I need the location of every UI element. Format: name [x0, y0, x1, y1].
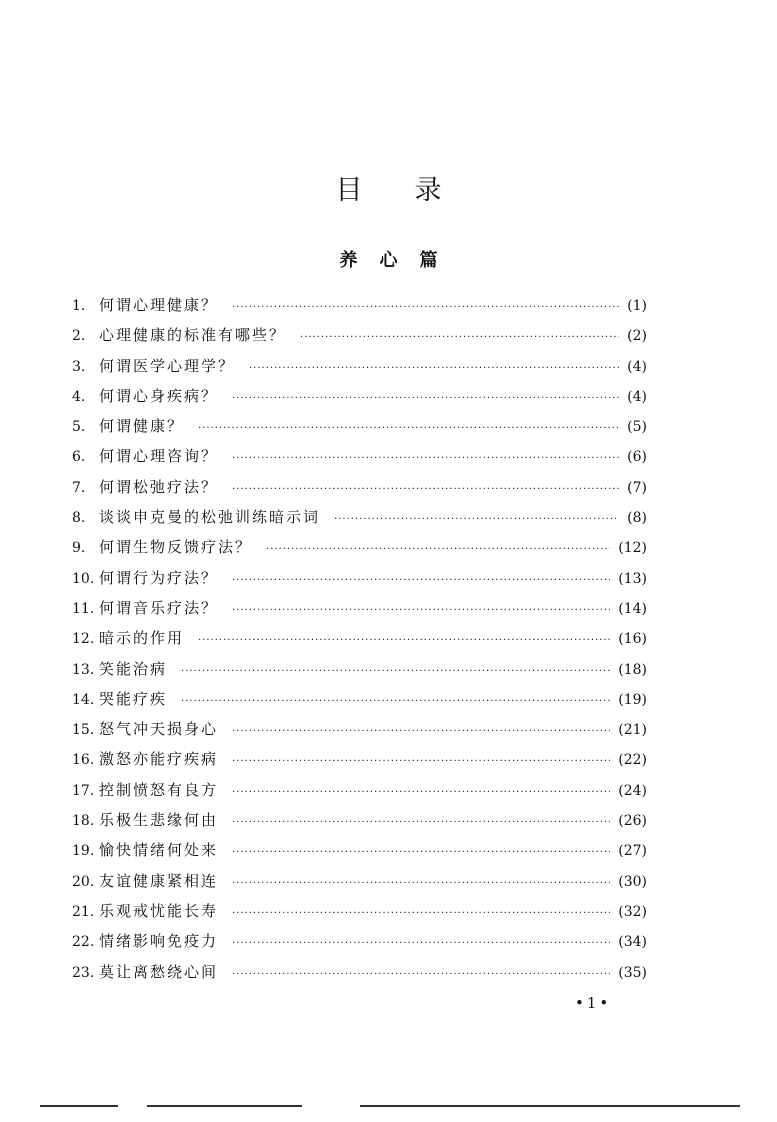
- dot-leader: [232, 297, 619, 319]
- entry-number: 3.: [72, 358, 86, 375]
- entry-number: 15.: [72, 722, 95, 739]
- entry-page: (34): [618, 934, 647, 951]
- entry-title: 何谓心身疾病？: [99, 386, 219, 405]
- entry-title: 谈谈申克曼的松弛训练暗示词: [99, 508, 321, 527]
- entry-number: 4.: [72, 388, 86, 405]
- toc-entry: [72, 536, 647, 566]
- section-title: 养心篇: [339, 250, 460, 271]
- entry-page: (12): [618, 540, 647, 557]
- entry-number: 5.: [72, 419, 86, 436]
- toc-entry: [72, 415, 647, 445]
- entry-title: 莫让离愁绕心间: [99, 962, 219, 981]
- dot-leader: [266, 539, 610, 561]
- entry-title: 笑能治病: [99, 659, 168, 678]
- entry-title: 愉快情绪何处来: [99, 841, 219, 860]
- entry-number: 2.: [72, 328, 86, 345]
- toc-entry: [72, 748, 647, 778]
- toc-entry: [72, 597, 647, 627]
- entry-title: 乐极生悲缘何由: [99, 811, 219, 830]
- entry-page: (14): [618, 600, 647, 617]
- entry-page: (32): [618, 903, 647, 920]
- dot-leader: [198, 418, 619, 440]
- scan-line-left-2: [147, 1105, 302, 1107]
- entry-page: (2): [627, 328, 647, 345]
- dot-leader: [232, 721, 610, 743]
- entry-title: 控制愤怒有良方: [99, 780, 219, 799]
- entry-title: 心理健康的标准有哪些？: [99, 326, 287, 345]
- page-title: 目录: [335, 175, 494, 206]
- entry-title: 何谓松弛疗法？: [99, 477, 219, 496]
- entry-number: 9.: [72, 540, 86, 557]
- entry-number: 16.: [72, 752, 95, 769]
- toc-entry: [72, 324, 647, 354]
- dot-leader: [249, 358, 619, 380]
- dot-leader: [232, 842, 610, 864]
- entry-title: 怒气冲天损身心: [99, 720, 219, 739]
- dot-leader: [232, 903, 610, 925]
- dot-leader: [232, 570, 610, 592]
- entry-title: 何谓生物反馈疗法？: [99, 538, 253, 557]
- toc-entry: [72, 658, 647, 688]
- entry-number: 19.: [72, 843, 95, 860]
- entry-number: 17.: [72, 782, 95, 799]
- entry-number: 7.: [72, 479, 86, 496]
- entry-page: (22): [618, 752, 647, 769]
- toc-entry: [72, 506, 647, 536]
- entry-page: (13): [618, 570, 647, 587]
- entry-number: 21.: [72, 903, 95, 920]
- toc-entry: [72, 294, 647, 324]
- entry-title: 何谓医学心理学？: [99, 356, 236, 375]
- entry-page: (6): [627, 449, 647, 466]
- toc-entry: [72, 839, 647, 869]
- entry-page: (26): [618, 813, 647, 830]
- dot-leader: [232, 812, 610, 834]
- dot-leader: [232, 600, 610, 622]
- dot-leader: [232, 388, 619, 410]
- toc-entry: [72, 809, 647, 839]
- toc-entry: [72, 961, 647, 991]
- entry-page: (18): [618, 661, 647, 678]
- entry-number: 22.: [72, 934, 95, 951]
- dot-leader: [198, 630, 610, 652]
- entry-title: 何谓行为疗法？: [99, 568, 219, 587]
- entry-page: (5): [627, 419, 647, 436]
- entry-title: 何谓心理咨询？: [99, 447, 219, 466]
- entry-title: 情绪影响免疫力: [99, 932, 219, 951]
- toc-entry: [72, 779, 647, 809]
- entry-page: (1): [627, 298, 647, 314]
- entry-number: 11.: [72, 600, 95, 617]
- entry-title: 乐观戒忧能长寿: [99, 901, 219, 920]
- entry-page: (21): [618, 722, 647, 739]
- dot-leader: [232, 782, 610, 804]
- entry-page: (30): [618, 873, 647, 890]
- entry-page: (27): [618, 843, 647, 860]
- dot-leader: [232, 751, 610, 773]
- entry-title: 何谓心理健康？: [99, 296, 219, 314]
- dot-leader: [232, 479, 619, 501]
- toc-entry: [72, 930, 647, 960]
- dot-leader: [300, 327, 619, 349]
- entry-page: (8): [627, 510, 647, 527]
- entry-number: 1.: [72, 298, 86, 314]
- entry-number: 20.: [72, 873, 95, 890]
- entry-number: 12.: [72, 631, 95, 648]
- entry-title: 哭能疗疾: [99, 689, 168, 708]
- toc-entry: [72, 355, 647, 385]
- entry-title: 何谓音乐疗法？: [99, 598, 219, 617]
- entry-number: 10.: [72, 570, 95, 587]
- toc-entry: [72, 627, 647, 657]
- toc-entry: [72, 718, 647, 748]
- entry-number: 14.: [72, 691, 95, 708]
- entry-page: (7): [627, 479, 647, 496]
- toc-entry: [72, 476, 647, 506]
- toc-entry: [72, 870, 647, 900]
- toc-entry: [72, 445, 647, 475]
- entry-title: 何谓健康？: [99, 417, 185, 436]
- toc-entry: [72, 688, 647, 718]
- scan-line-left-1: [40, 1105, 118, 1107]
- entry-page: (19): [618, 691, 647, 708]
- table-of-contents: [72, 294, 647, 991]
- dot-leader: [232, 448, 619, 470]
- dot-leader: [334, 509, 619, 531]
- entry-page: (4): [627, 358, 647, 375]
- dot-leader: [232, 933, 610, 955]
- entry-number: 18.: [72, 813, 95, 830]
- entry-number: 23.: [72, 964, 95, 981]
- entry-title: 激怒亦能疗疾病: [99, 750, 219, 769]
- toc-entry: [72, 567, 647, 597]
- toc-entry: [72, 900, 647, 930]
- toc-entry: [72, 385, 647, 415]
- entry-page: (24): [618, 782, 647, 799]
- page-number: •1•: [575, 994, 612, 1012]
- entry-number: 13.: [72, 661, 95, 678]
- entry-page: (16): [618, 631, 647, 648]
- entry-number: 6.: [72, 449, 86, 466]
- entry-number: 8.: [72, 510, 86, 527]
- entry-title: 友谊健康紧相连: [99, 871, 219, 890]
- dot-leader: [232, 964, 610, 986]
- entry-page: (4): [627, 388, 647, 405]
- dot-leader: [181, 661, 610, 683]
- dot-leader: [232, 873, 610, 895]
- scan-line-right: [360, 1105, 740, 1107]
- entry-title: 暗示的作用: [99, 629, 185, 648]
- dot-leader: [181, 691, 610, 713]
- entry-page: (35): [618, 964, 647, 981]
